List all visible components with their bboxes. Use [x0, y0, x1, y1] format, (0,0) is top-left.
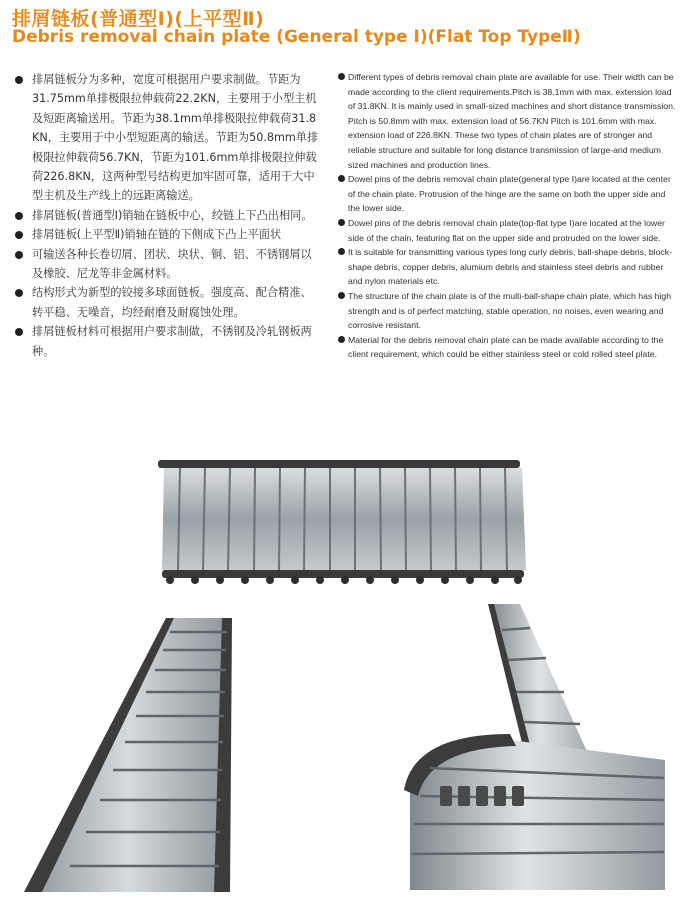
page-title-en: Debris removal chain plate (General type Ⅰ)(Flat Top TypeⅡ) [12, 27, 581, 47]
en-list-item: The structure of the chain plate is of the multi-ball-shape chain plate, which has high strength and is of perfect matching, stable operation, no noises, even wearing and corrosive resistant. [338, 289, 678, 333]
chinese-description-column [14, 70, 322, 361]
cn-list-item: 排屑链板分为多种，宽度可根据用户要求制做。节距为31.75mm单排极限拉伸载荷22.2KN，主要用于小型主机及短距离输送用。节距为38.1mm单排极限拉伸载荷31.8 KN，主要用于中小型短距离的输送。节距为50.8mm单排极限拉伸载荷56.7KN，节距为101.6mm单排极限拉伸载荷226.8KN，这两种型号结构更加牢固可靠，适用于大中型主机及生产线上的远距离输送。 [14, 70, 322, 206]
cn-list-item: 结构形式为新型的铰接多球面链板。强度高、配合精准、转平稳、无噪音，均经耐磨及耐腐蚀处理。 [14, 283, 322, 322]
cn-list-item: 排屑链板材料可根据用户要求制做，不锈钢及冷轧钢板两种。 [14, 322, 322, 361]
cn-list-item: 排屑链板(上平型Ⅱ)销轴在链的下侧成下凸上平面状 [14, 225, 322, 244]
en-list-item: Dowel pins of the debris removal chain plate(general type Ⅰ)are located at the center of the chain plate. Protrusion of the hinge are the same on both the upper side and the lower side. [338, 172, 678, 216]
chain-plate-flat-photo [150, 452, 540, 592]
en-list-item: Dowel pins of the debris removal chain plate(top-flat type Ⅰ)are located at the lower side of the chain, featuring flat on the upper side and protruded on the lower side. [338, 216, 678, 245]
chain-plate-sprocket-photo [390, 600, 680, 895]
cn-list-item: 排屑链板(普通型Ⅰ)销轴在链板中心，绞链上下凸出相同。 [14, 206, 322, 225]
en-list-item: Different types of debris removal chain plate are available for use. Their width can be made according to the client requirements.Pitch is 38.1mm with max. extension load of 31.8KN. It is mainly used in small-sized machines and short distance transmission. Pitch is 50.8mm with max. extension load of 56.7KN Pitch is 101.6mm with max. extension load of 226.8KN. These two types of chain plates are of stronger and reliable structure and suitable for long distance transmission of large-and medium sized machines and production lines. [338, 70, 678, 172]
page-title-cn: 排屑链板(普通型Ⅰ)(上平型Ⅱ) [12, 8, 265, 30]
en-list-item: It is suitable for transmitting various types long curly debris, ball-shape debris, block-shape debris, copper debris, alumium debris and stainless steel debris and rubber and nylon materials etc. [338, 245, 678, 289]
english-description-column [338, 70, 678, 362]
en-list-item: Material for the debris removal chain plate can be made available according to the client requirement, which could be either stainless steel or cold rolled steel plate. [338, 333, 678, 362]
chain-plate-conveyor-photo [18, 610, 268, 895]
cn-list-item: 可输送各种长卷切屑、团状、块状、铜、铝、不锈钢屑以及橡胶、尼龙等非金属材料。 [14, 245, 322, 284]
